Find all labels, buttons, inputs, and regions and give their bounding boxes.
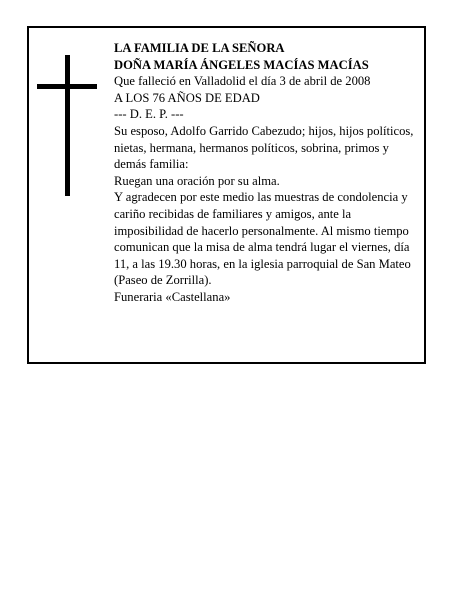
notice-rip-line: --- D. E. P. --- [114, 107, 184, 122]
notice-heading-deceased-name: DOÑA MARÍA ÁNGELES MACÍAS MACÍAS [114, 57, 369, 72]
notice-age-line: A LOS 76 AÑOS DE EDAD [114, 90, 260, 105]
obituary-notice-text [114, 40, 419, 306]
notice-family-paragraph: Su esposo, Adolfo Garrido Cabezudo; hijos, hijos políticos, nietas, hermana, hermanos políticos, sobrina, primos y demás familia: [114, 123, 414, 172]
cross-icon-crossbar [37, 84, 97, 89]
notice-thanks-paragraph: Y agradecen por este medio las muestras de condolencia y cariño recibidas de familiares y amigos, ante la imposibilidad de hacerlo personalmente. Al mismo tiempo comunican que la misa de alma tendrá lugar el viernes, día 11, a las 19.30 horas, en la iglesia parroquial de San Mateo (Paseo de Zorrilla). [114, 190, 411, 288]
notice-heading-family: LA FAMILIA DE LA SEÑORA [114, 41, 285, 55]
cross-icon [65, 55, 70, 196]
notice-death-line: Que falleció en Valladolid el día 3 de abril de 2008 [114, 74, 371, 89]
notice-prayer-line: Ruegan una oración por su alma. [114, 173, 280, 188]
notice-funeral-home: Funeraria «Castellana» [114, 289, 231, 304]
